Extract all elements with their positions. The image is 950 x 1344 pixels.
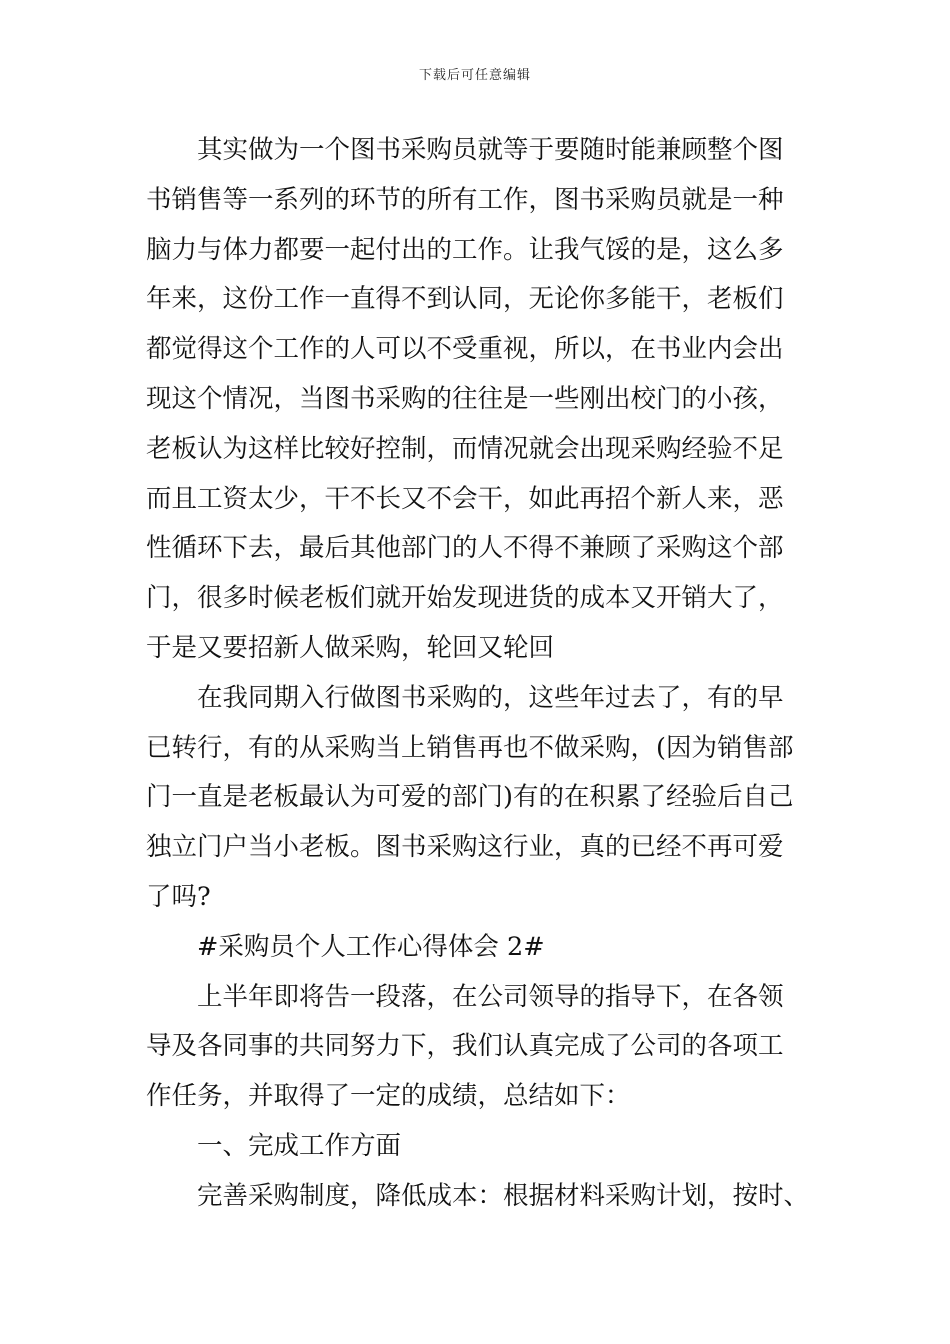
section-heading	[146, 923, 822, 973]
text-line: 门，很多时候老板们就开始发现进货的成本又开销大了，	[146, 583, 784, 614]
page-header-note: 下载后可任意编辑	[418, 68, 531, 83]
paragraph	[146, 126, 822, 674]
text-line: 脑力与体力都要一起付出的工作。让我气馁的是，这么多	[146, 234, 784, 265]
text-line: 老板认为这样比较好控制，而情况就会出现采购经验不足	[146, 433, 784, 464]
text-line: 独立门户当小老板。图书采购这行业，真的已经不再可爱	[146, 832, 784, 863]
text-line: 年来，这份工作一直得不到认同，无论你多能干，老板们	[146, 284, 784, 315]
document-body	[146, 126, 822, 1222]
text-line: 现这个情况，当图书采购的往往是一些刚出校门的小孩，	[146, 383, 784, 414]
text-line: #采购员个人工作心得体会 2#	[197, 931, 545, 962]
text-line: 在我同期入行做图书采购的，这些年过去了，有的早	[197, 682, 784, 713]
text-line: 性循环下去，最后其他部门的人不得不兼顾了采购这个部	[146, 533, 784, 564]
text-line: 其实做为一个图书采购员就等于要随时能兼顾整个图	[197, 135, 784, 165]
paragraph	[146, 973, 822, 1122]
paragraph	[146, 674, 822, 923]
text-line: 都觉得这个工作的人可以不受重视，所以，在书业内会出	[146, 334, 784, 365]
text-line: 上半年即将告一段落，在公司领导的指导下，在各领	[197, 981, 784, 1012]
text-line: 导及各同事的共同努力下，我们认真完成了公司的各项工	[146, 1031, 784, 1062]
paragraph	[146, 1172, 822, 1222]
text-line: 而且工资太少，干不长又不会干，如此再招个新人来，恶	[146, 483, 784, 514]
text-line: 书销售等一系列的环节的所有工作，图书采购员就是一种	[146, 184, 784, 215]
subsection-heading	[146, 1122, 822, 1172]
text-line: 已转行，有的从采购当上销售再也不做采购，(因为销售部	[146, 732, 794, 763]
text-line: 门一直是老板最认为可爱的部门)有的在积累了经验后自己	[146, 782, 794, 813]
text-line: 完善采购制度，降低成本：根据材料采购计划，按时、	[197, 1180, 810, 1211]
text-line: 一、完成工作方面	[197, 1130, 402, 1161]
text-line: 了吗?	[146, 881, 211, 912]
text-line: 作任务，并取得了一定的成绩，总结如下：	[146, 1081, 631, 1112]
text-line: 于是又要招新人做采购，轮回又轮回	[146, 632, 555, 663]
